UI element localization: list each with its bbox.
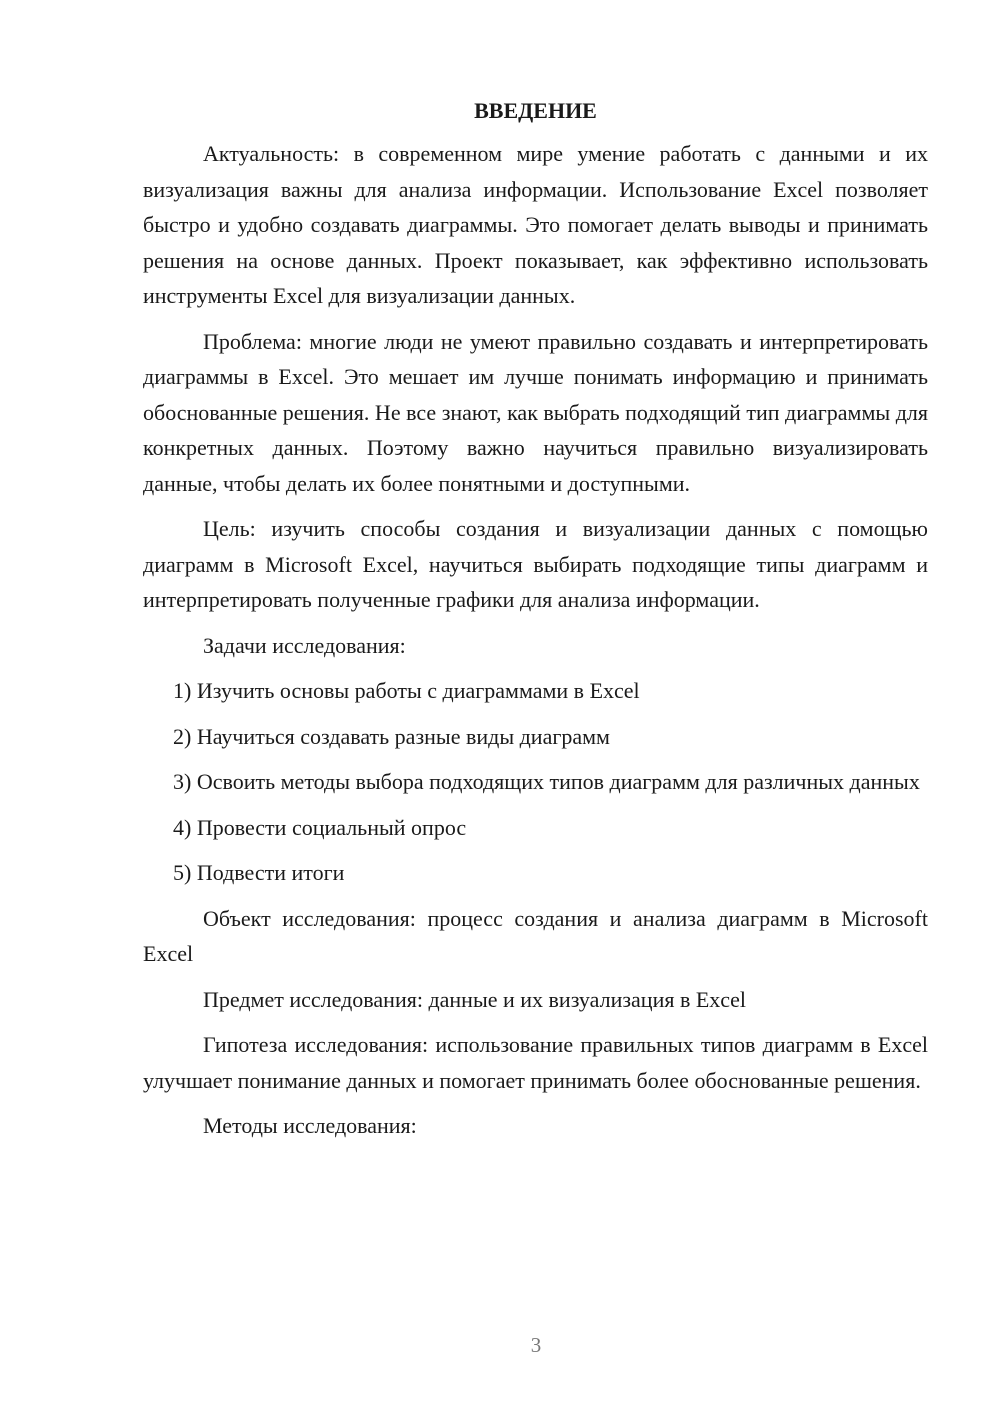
actuality-paragraph: Актуальность: в современном мире умение работать с данными и их визуализация важны для анализа информации. Использование Excel позволяет быстро и удобно создавать диаграммы. Это помогает делать выводы и принимать решения на основе данных. Проект показывает, как эффективно использовать инструменты Excel для визуализации данных. bbox=[143, 141, 928, 308]
task-item-1: 1) Изучить основы работы с диаграммами в Excel bbox=[173, 678, 640, 703]
goal-paragraph: Цель: изучить способы создания и визуализации данных с помощью диаграмм в Microsoft Excel, научиться выбирать подходящие типы диаграмм и интерпретировать полученные графики для анализа информации. bbox=[143, 516, 928, 612]
section-heading: ВВЕДЕНИЕ bbox=[474, 98, 597, 123]
task-item-5: 5) Подвести итоги bbox=[173, 860, 345, 885]
hypothesis-paragraph: Гипотеза исследования: использование правильных типов диаграмм в Excel улучшает понимание данных и помогает принимать более обоснованные решения. bbox=[143, 1032, 928, 1093]
page-content bbox=[143, 96, 928, 1154]
page-number: 3 bbox=[530, 1333, 542, 1357]
object-paragraph: Объект исследования: процесс создания и анализа диаграмм в Microsoft Excel bbox=[143, 905, 928, 966]
methods-title: Методы исследования: bbox=[203, 1113, 417, 1138]
task-item-4: 4) Провести социальный опрос bbox=[173, 814, 467, 840]
task-item-2: 2) Научиться создавать разные виды диаграмм bbox=[173, 723, 610, 749]
tasks-title: Задачи исследования: bbox=[203, 632, 406, 658]
subject-paragraph: Предмет исследования: данные и их визуализация в Excel bbox=[203, 986, 746, 1012]
task-item-3: 3) Освоить методы выбора подходящих типов диаграмм для различных данных bbox=[173, 769, 920, 794]
problem-paragraph: Проблема: многие люди не умеют правильно создавать и интерпретировать диаграммы в Excel. Это мешает им лучше понимать информацию и принимать обоснованные решения. Не все знают, как выбрать подходящий тип диаграммы для конкретных данных. Поэтому важно научиться правильно визуализировать данные, чтобы делать их более понятными и доступными. bbox=[143, 328, 928, 496]
